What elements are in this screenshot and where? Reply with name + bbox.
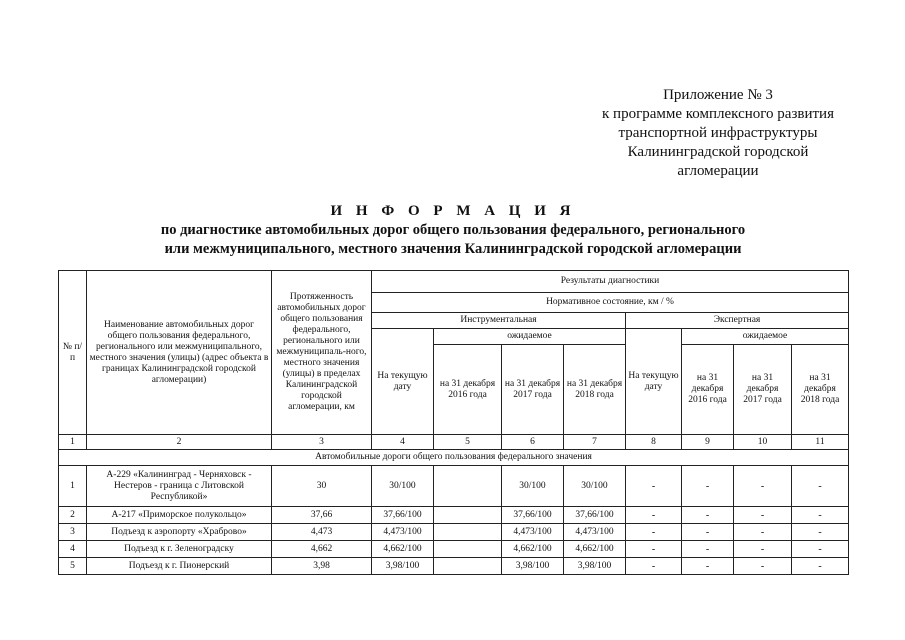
title-subtitle: или межмуниципального, местного значения Калининградской городской агломерации <box>164 241 742 257</box>
cell-c8: - <box>626 466 682 507</box>
title-subtitle: по диагностике автомобильных дорог общего пользования федерального, регионального <box>160 222 746 238</box>
cell-c11: - <box>792 541 849 558</box>
cell-c5 <box>434 524 502 541</box>
col-number: 3 <box>272 435 372 450</box>
header-dec2016-exp: на 31 декабря 2016 года <box>682 345 734 435</box>
appendix-line: агломерации <box>677 163 759 179</box>
cell-c6: 30/100 <box>502 466 564 507</box>
cell-num: 4 <box>59 541 87 558</box>
cell-c6: 4,473/100 <box>502 524 564 541</box>
cell-length: 4,662 <box>272 541 372 558</box>
cell-c8: - <box>626 507 682 524</box>
col-number: 2 <box>87 435 272 450</box>
table-row <box>59 466 849 507</box>
cell-name: Подъезд к г. Пионерский <box>87 558 272 575</box>
table-row <box>59 541 849 558</box>
header-dec2017-exp: на 31 декабря 2017 года <box>734 345 792 435</box>
cell-c9: - <box>682 466 734 507</box>
cell-c9: - <box>682 541 734 558</box>
cell-c11: - <box>792 507 849 524</box>
cell-c5 <box>434 507 502 524</box>
cell-c7: 30/100 <box>564 466 626 507</box>
cell-c5 <box>434 541 502 558</box>
cell-c9: - <box>682 558 734 575</box>
cell-c6: 37,66/100 <box>502 507 564 524</box>
col-number: 7 <box>564 435 626 450</box>
cell-num: 5 <box>59 558 87 575</box>
cell-c7: 3,98/100 <box>564 558 626 575</box>
cell-c11: - <box>792 466 849 507</box>
header-instrumental: Инструментальная <box>372 313 626 329</box>
col-number: 9 <box>682 435 734 450</box>
cell-length: 30 <box>272 466 372 507</box>
header-normative: Нормативное состояние, км / % <box>372 293 849 313</box>
diagnostics-table <box>58 270 849 575</box>
header-expert: Экспертная <box>626 313 849 329</box>
cell-c7: 4,662/100 <box>564 541 626 558</box>
cell-c9: - <box>682 524 734 541</box>
header-name: Наименование автомобильных дорог общего пользования федерального, регионального или межмуниципального, местного значения (улицы) (адрес объекта в границах Калининградской городской агломерации) <box>87 271 272 435</box>
header-results: Результаты диагностики <box>372 271 849 293</box>
cell-c10: - <box>734 524 792 541</box>
cell-c4: 3,98/100 <box>372 558 434 575</box>
col-number: 10 <box>734 435 792 450</box>
cell-c7: 37,66/100 <box>564 507 626 524</box>
header-expected-exp: ожидаемое <box>682 329 849 345</box>
cell-c4: 30/100 <box>372 466 434 507</box>
header-length: Протяженность автомобильных дорог общего пользования федерального, регионального или межмуниципаль-ного, местного значения (улицы) в пределах Калининградской городской агломерации, км <box>272 271 372 435</box>
cell-c10: - <box>734 466 792 507</box>
col-number: 8 <box>626 435 682 450</box>
title-main: И Н Ф О Р М А Ц И Я <box>330 203 576 219</box>
cell-c9: - <box>682 507 734 524</box>
cell-c10: - <box>734 541 792 558</box>
header-num: № п/п <box>59 271 87 435</box>
header-dec2017-instr: на 31 декабря 2017 года <box>502 345 564 435</box>
cell-c5 <box>434 558 502 575</box>
col-number: 6 <box>502 435 564 450</box>
appendix-line: транспортной инфраструктуры <box>618 125 818 141</box>
col-number: 11 <box>792 435 849 450</box>
section-row <box>59 450 849 466</box>
header-dec2018-instr: на 31 декабря 2018 года <box>564 345 626 435</box>
cell-c8: - <box>626 541 682 558</box>
column-number-row <box>59 435 849 450</box>
cell-c8: - <box>626 524 682 541</box>
appendix-line: Калининградской городской <box>627 144 809 160</box>
cell-c11: - <box>792 558 849 575</box>
header-dec2016-instr: на 31 декабря 2016 года <box>434 345 502 435</box>
cell-c6: 4,662/100 <box>502 541 564 558</box>
cell-c8: - <box>626 558 682 575</box>
col-number: 1 <box>59 435 87 450</box>
cell-name: А-217 «Приморское полукольцо» <box>87 507 272 524</box>
cell-length: 37,66 <box>272 507 372 524</box>
cell-num: 1 <box>59 466 87 507</box>
cell-length: 4,473 <box>272 524 372 541</box>
cell-c5 <box>434 466 502 507</box>
table-row <box>59 558 849 575</box>
cell-name: А-229 «Калининград - Черняховск - Нестеров - граница с Литовской Республикой» <box>87 466 272 507</box>
cell-name: Подъезд к аэропорту «Храброво» <box>87 524 272 541</box>
cell-c7: 4,473/100 <box>564 524 626 541</box>
appendix-header <box>593 86 843 181</box>
document-title <box>58 202 848 259</box>
cell-c6: 3,98/100 <box>502 558 564 575</box>
table-row <box>59 524 849 541</box>
cell-length: 3,98 <box>272 558 372 575</box>
header-current-exp: На текущую дату <box>626 329 682 435</box>
cell-c11: - <box>792 524 849 541</box>
header-current-instr: На текущую дату <box>372 329 434 435</box>
cell-c4: 37,66/100 <box>372 507 434 524</box>
appendix-line: к программе комплексного развития <box>602 106 834 122</box>
cell-num: 3 <box>59 524 87 541</box>
cell-name: Подъезд к г. Зеленоградску <box>87 541 272 558</box>
col-number: 5 <box>434 435 502 450</box>
header-expected-instr: ожидаемое <box>434 329 626 345</box>
cell-num: 2 <box>59 507 87 524</box>
col-number: 4 <box>372 435 434 450</box>
table-row <box>59 507 849 524</box>
appendix-number: Приложение № 3 <box>663 87 773 103</box>
header-dec2018-exp: на 31 декабря 2018 года <box>792 345 849 435</box>
cell-c4: 4,662/100 <box>372 541 434 558</box>
cell-c4: 4,473/100 <box>372 524 434 541</box>
cell-c10: - <box>734 558 792 575</box>
section-title: Автомобильные дороги общего пользования федерального значения <box>59 450 849 466</box>
cell-c10: - <box>734 507 792 524</box>
